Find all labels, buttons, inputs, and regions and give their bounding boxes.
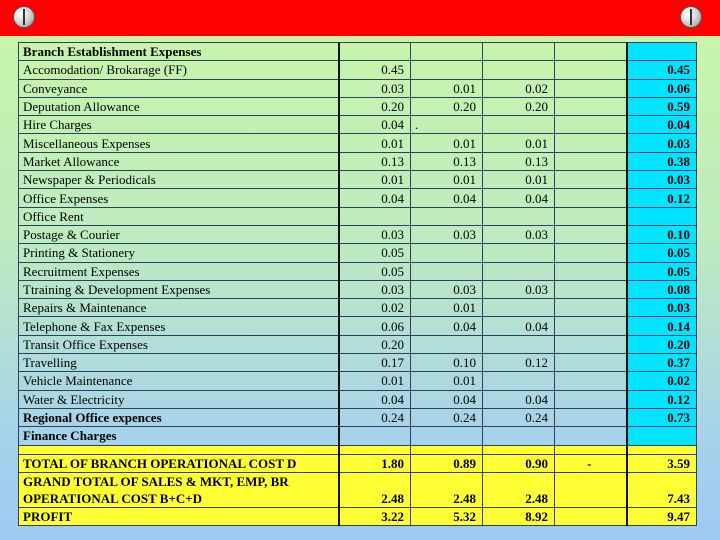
table-row — [19, 244, 697, 262]
row-total: 0.03 — [627, 171, 697, 189]
cell-value-4 — [555, 61, 627, 79]
cell-value-3: 2.48 — [483, 472, 555, 507]
table-row — [19, 262, 697, 280]
row-label: Market Allowance — [19, 152, 339, 170]
cell-value-3 — [483, 244, 555, 262]
row-label: Conveyance — [19, 79, 339, 97]
cell-value-4 — [555, 97, 627, 115]
cell-value-4 — [555, 335, 627, 353]
profit-row — [19, 507, 697, 525]
cell-value-3: 0.01 — [483, 171, 555, 189]
cell-value-2: 0.01 — [411, 79, 483, 97]
cell-value-1: 0.13 — [339, 152, 411, 170]
row-label: Regional Office expences — [19, 408, 339, 426]
cell-value-2 — [411, 262, 483, 280]
cell-value-2: 0.03 — [411, 225, 483, 243]
table-row — [19, 207, 697, 225]
row-label: Water & Electricity — [19, 390, 339, 408]
row-label: Transit Office Expenses — [19, 335, 339, 353]
regional-office-row — [19, 408, 697, 426]
row-label: Printing & Stationery — [19, 244, 339, 262]
cell-value-4 — [555, 152, 627, 170]
cell-value-4: - — [555, 454, 627, 472]
cell-value-4 — [555, 244, 627, 262]
row-total: 0.45 — [627, 61, 697, 79]
cell-value-2 — [411, 244, 483, 262]
cell-value-2: . — [411, 116, 483, 134]
cell-value-1: 0.05 — [339, 244, 411, 262]
row-total: 0.20 — [627, 335, 697, 353]
cell-value-3 — [483, 207, 555, 225]
cell-value-2: 0.01 — [411, 299, 483, 317]
cell-value-1: 0.03 — [339, 280, 411, 298]
screw-icon — [13, 6, 35, 28]
row-total: 0.12 — [627, 390, 697, 408]
row-total: 0.37 — [627, 354, 697, 372]
cell-value-1: 0.20 — [339, 97, 411, 115]
cell-value-3: 0.02 — [483, 79, 555, 97]
cell-value-3: 0.04 — [483, 189, 555, 207]
row-total: 0.12 — [627, 189, 697, 207]
cell-value-3: 0.03 — [483, 225, 555, 243]
cell-value-1: 0.24 — [339, 408, 411, 426]
cell-value-4 — [555, 390, 627, 408]
cell-value-3: 8.92 — [483, 507, 555, 525]
cell-value-2: 0.04 — [411, 390, 483, 408]
cell-value-2: 0.89 — [411, 454, 483, 472]
cell-value-1: 0.03 — [339, 225, 411, 243]
cell-value-2 — [411, 207, 483, 225]
cell-value-2: 0.03 — [411, 280, 483, 298]
cell-value-1: 0.03 — [339, 79, 411, 97]
table-row — [19, 354, 697, 372]
cell-value-2: 0.01 — [411, 171, 483, 189]
row-label: Miscellaneous Expenses — [19, 134, 339, 152]
row-label: Finance Charges — [19, 427, 339, 445]
row-total: 0.59 — [627, 97, 697, 115]
cell-value-4 — [555, 408, 627, 426]
row-total: 0.06 — [627, 79, 697, 97]
cell-value-2: 0.24 — [411, 408, 483, 426]
total-branch-row — [19, 454, 697, 472]
cell-value-4 — [555, 134, 627, 152]
cell-value-3: 0.90 — [483, 454, 555, 472]
cell-value-1: 0.01 — [339, 171, 411, 189]
cell-value-2 — [411, 61, 483, 79]
cell-value-4 — [555, 507, 627, 525]
cell-value-4 — [555, 189, 627, 207]
table-row — [19, 152, 697, 170]
table-row — [19, 225, 697, 243]
cell-value-3: 0.04 — [483, 390, 555, 408]
table-row — [19, 134, 697, 152]
cell-value-1: 0.04 — [339, 189, 411, 207]
cell-value-4 — [555, 79, 627, 97]
row-label: Newspaper & Periodicals — [19, 171, 339, 189]
finance-charges-row — [19, 427, 697, 445]
table-row — [19, 79, 697, 97]
row-label: Office Expenses — [19, 189, 339, 207]
cell-value-3: 0.03 — [483, 280, 555, 298]
cell-value-1: 0.06 — [339, 317, 411, 335]
cell-value-3 — [483, 61, 555, 79]
row-total: 0.03 — [627, 134, 697, 152]
cell-value-2: 0.01 — [411, 134, 483, 152]
row-label: Ttraining & Development Expenses — [19, 280, 339, 298]
row-label: Postage & Courier — [19, 225, 339, 243]
table-row — [19, 317, 697, 335]
cell-value-3: 0.20 — [483, 97, 555, 115]
row-total: 0.10 — [627, 225, 697, 243]
cell-value-1: 0.04 — [339, 116, 411, 134]
cell-value-2: 0.10 — [411, 354, 483, 372]
cell-value-4 — [555, 207, 627, 225]
row-label: PROFIT — [19, 507, 339, 525]
row-label: Repairs & Maintenance — [19, 299, 339, 317]
cell-value-4 — [555, 171, 627, 189]
row-total: 0.38 — [627, 152, 697, 170]
cell-value-1: 1.80 — [339, 454, 411, 472]
cell-value-1: 0.04 — [339, 390, 411, 408]
cell-value-3 — [483, 372, 555, 390]
cell-value-4 — [555, 116, 627, 134]
table-row — [19, 189, 697, 207]
cell-value-3: 0.04 — [483, 317, 555, 335]
row-total: 0.73 — [627, 408, 697, 426]
section-header: Branch Establishment Expenses — [19, 43, 339, 61]
cell-value-4 — [555, 472, 627, 507]
cell-value-3 — [483, 299, 555, 317]
cell-value-4 — [555, 280, 627, 298]
cell-value-2: 0.01 — [411, 372, 483, 390]
section-header-row — [19, 43, 697, 61]
cell-value-1: 3.22 — [339, 507, 411, 525]
table-row — [19, 171, 697, 189]
row-total: 0.14 — [627, 317, 697, 335]
title-bar — [0, 0, 720, 36]
row-label: GRAND TOTAL OF SALES & MKT, EMP, BR OPERATIONAL COST B+C+D — [19, 472, 339, 507]
cell-value-1: 0.01 — [339, 134, 411, 152]
table-row — [19, 61, 697, 79]
cell-value-4 — [555, 299, 627, 317]
table-row — [19, 372, 697, 390]
table-row — [19, 335, 697, 353]
table-row — [19, 97, 697, 115]
cell-value-4 — [555, 317, 627, 335]
row-label: TOTAL OF BRANCH OPERATIONAL COST D — [19, 454, 339, 472]
grand-total-row — [19, 472, 697, 507]
cell-value-2: 5.32 — [411, 507, 483, 525]
cell-value-3: 0.13 — [483, 152, 555, 170]
cell-value-3 — [483, 335, 555, 353]
row-label: Accomodation/ Brokarage (FF) — [19, 61, 339, 79]
row-total: 7.43 — [627, 472, 697, 507]
cell-value-1: 0.01 — [339, 372, 411, 390]
cell-value-1: 0.20 — [339, 335, 411, 353]
row-total: 0.03 — [627, 299, 697, 317]
cell-value-4 — [555, 372, 627, 390]
row-label: Deputation Allowance — [19, 97, 339, 115]
cell-value-1: 0.05 — [339, 262, 411, 280]
table-row — [19, 299, 697, 317]
cell-value-1 — [339, 207, 411, 225]
cell-value-3: 0.24 — [483, 408, 555, 426]
table-row — [19, 280, 697, 298]
cell-value-1: 0.17 — [339, 354, 411, 372]
cell-value-4 — [555, 225, 627, 243]
row-label: Recruitment Expenses — [19, 262, 339, 280]
row-total: 0.05 — [627, 262, 697, 280]
cell-value-4 — [555, 354, 627, 372]
cell-value-3: 0.01 — [483, 134, 555, 152]
row-total — [627, 207, 697, 225]
cell-value-2: 0.04 — [411, 189, 483, 207]
row-total: 9.47 — [627, 507, 697, 525]
row-total: 3.59 — [627, 454, 697, 472]
table-row — [19, 116, 697, 134]
cell-value-2 — [411, 335, 483, 353]
cell-value-1: 0.02 — [339, 299, 411, 317]
spacer-row — [19, 445, 697, 454]
cell-value-4 — [555, 262, 627, 280]
cell-value-2: 0.20 — [411, 97, 483, 115]
row-label: Telephone & Fax Expenses — [19, 317, 339, 335]
screw-icon — [680, 6, 702, 28]
row-total: 0.04 — [627, 116, 697, 134]
row-label: Vehicle Maintenance — [19, 372, 339, 390]
row-total: 0.08 — [627, 280, 697, 298]
row-total: 0.02 — [627, 372, 697, 390]
cell-value-3 — [483, 262, 555, 280]
cell-value-1: 0.45 — [339, 61, 411, 79]
cell-value-3 — [483, 116, 555, 134]
row-label: Office Rent — [19, 207, 339, 225]
row-label: Travelling — [19, 354, 339, 372]
cell-value-3: 0.12 — [483, 354, 555, 372]
row-total: 0.05 — [627, 244, 697, 262]
cell-value-1: 2.48 — [339, 472, 411, 507]
cell-value-2: 2.48 — [411, 472, 483, 507]
expense-table — [18, 42, 697, 526]
row-label: Hire Charges — [19, 116, 339, 134]
table-row — [19, 390, 697, 408]
cell-value-2: 0.04 — [411, 317, 483, 335]
cell-value-2: 0.13 — [411, 152, 483, 170]
